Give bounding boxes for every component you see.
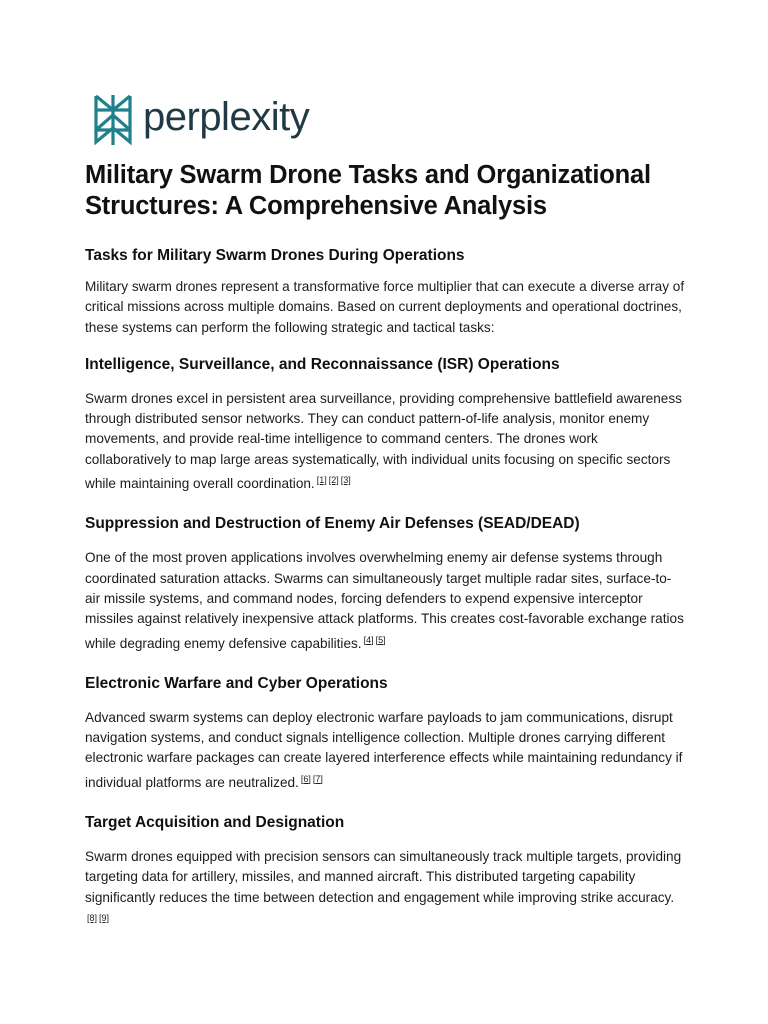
section-heading-tasks: Tasks for Military Swarm Drones During Operations (85, 247, 465, 264)
body-text: One of the most proven applications involves overwhelming enemy air defense systems through coordinated saturation attacks. Swarms can simultaneously target multiple radar sites, surface-to-air missile systems, and command nodes, forcing defenders to expend expensive interceptor missiles against relatively inexpensive attack platforms. This creates cost-favorable exchange ratios while degrading enemy defensive capabilities. (85, 550, 684, 651)
citation-link[interactable]: [6] (300, 773, 311, 784)
section-body-tasks (85, 277, 685, 338)
section-heading-ew: Electronic Warfare and Cyber Operations (85, 674, 388, 692)
document-title: Military Swarm Drone Tasks and Organizational Structures: A Comprehensive Analysis (85, 161, 651, 220)
citation-link[interactable]: [2] (328, 475, 339, 486)
section-body-isr (85, 389, 685, 494)
section-heading-target-acquisition: Target Acquisition and Designation (85, 814, 345, 832)
perplexity-logo-icon (92, 94, 134, 146)
citation-link[interactable]: [3] (340, 475, 351, 486)
section-heading-isr: Intelligence, Surveillance, and Reconnaissance (ISR) Operations (85, 355, 560, 373)
citation-link[interactable]: [7] (312, 773, 323, 784)
body-text: Advanced swarm systems can deploy electronic warfare payloads to jam communications, disrupt navigation systems, and conduct signals intelligence collection. Multiple drones carrying different electronic warfare packages can create layered interference effects while maintaining redundancy if individual platforms are neutralized. (85, 709, 683, 790)
citation-link[interactable]: [5] (375, 634, 386, 645)
citation-link[interactable]: [9] (99, 912, 110, 923)
section-heading-sead: Suppression and Destruction of Enemy Air Defenses (SEAD/DEAD) (85, 515, 580, 533)
brand-wordmark: perplexity (143, 95, 310, 139)
section-body-ew (85, 708, 685, 793)
body-text: Military swarm drones represent a transformative force multiplier that can execute a diverse array of critical missions across multiple domains. Based on current deployments and operational doctrines, these systems can perform the following strategic and tactical tasks: (85, 279, 685, 335)
body-text: Swarm drones excel in persistent area surveillance, providing comprehensive battlefield awareness through distributed sensor networks. They can conduct pattern-of-life analysis, monitor enemy movements, and provide real-time intelligence to command centers. The drones work collaboratively to map large areas systematically, with individual units focusing on specific sectors while maintaining overall coordination. (85, 390, 682, 492)
citation-link[interactable]: [4] (363, 634, 374, 645)
citation-link[interactable]: [8] (87, 912, 98, 923)
section-body-sead (85, 548, 685, 653)
brand-logo (92, 92, 309, 148)
citation-link[interactable]: [1] (316, 475, 327, 486)
body-text: Swarm drones equipped with precision sensors can simultaneously track multiple targets, providing targeting data for artillery, missiles, and manned aircraft. This distributed targeting capability significantly reduces the time between detection and engagement while improving strike accuracy. (85, 849, 682, 905)
section-body-target-acquisition (85, 847, 685, 932)
document-content (85, 160, 685, 932)
